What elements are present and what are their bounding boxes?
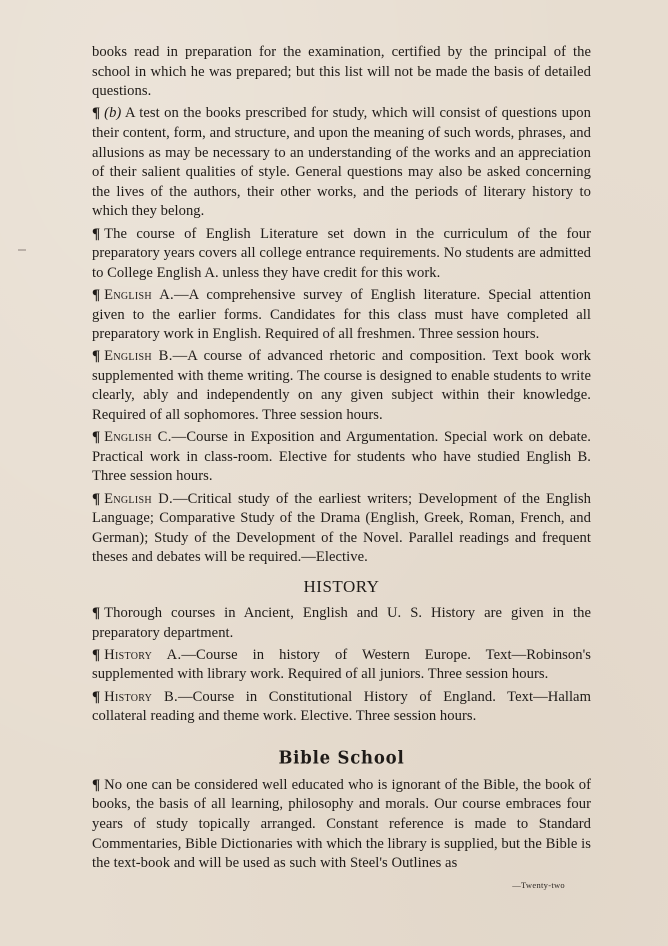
- course-title: English A.: [104, 286, 174, 303]
- paragraph-text: The course of English Literature set down in the curriculum of the four preparatory years covers all college entrance requirements. No students are admitted to College English A. unless they have credit for this work.: [92, 225, 591, 281]
- course-description: —Course in Exposition and Argumentation. Special work on debate. Practical work in class-room. Elective for students who have studied English B. Three session hours.: [92, 429, 591, 485]
- pilcrow-icon: ¶: [92, 605, 101, 621]
- pilcrow-icon: ¶: [92, 646, 101, 663]
- course-history-b: [92, 688, 591, 727]
- pilcrow-icon: ¶: [92, 348, 101, 365]
- course-english-a: [92, 286, 591, 345]
- course-history-a: [92, 646, 591, 685]
- course-english-c: [92, 428, 591, 487]
- course-description: —A comprehensive survey of English literature. Special attention given to the earlier forms. Candidates for this class must have completed all preparatory work in English. Required of all freshmen. Three session hours.: [92, 286, 591, 343]
- book-page: [92, 43, 591, 876]
- course-title: History A.: [104, 646, 182, 663]
- paragraph-bible-school: [92, 776, 591, 874]
- paragraph-history-intro: [92, 604, 591, 643]
- paragraph-text: A test on the books prescribed for study, which will consist of questions upon their content, form, and structure, and upon the meaning of such words, phrases, and allusions as may be necessary to an understanding of the works and an appreciation of their salient qualities of style. General questions may also be asked concerning the lives of the authors, their other works, and the periods of literary history to which they belong.: [92, 105, 591, 220]
- course-title: English D.: [104, 490, 174, 507]
- page-number: —Twenty-two: [512, 880, 565, 890]
- course-description: —Course in Constitutional History of England. Text—Hallam collateral reading and theme work. Elective. Three session hours.: [92, 688, 591, 725]
- course-title: English B.: [104, 348, 173, 365]
- section-heading-bible-school: Bible School: [278, 747, 405, 768]
- pilcrow-icon: ¶: [92, 429, 101, 446]
- paragraph-exam-test-b: [92, 104, 591, 222]
- course-description: —A course of advanced rhetoric and composition. Text book work supplemented with theme writing. The course is designed to enable students to write clearly, ably and independently on any given subject within their knowledge. Required of all sophomores. Three session hours.: [92, 348, 591, 424]
- pilcrow-icon: ¶: [92, 776, 101, 793]
- pilcrow-icon: ¶: [92, 286, 101, 303]
- paragraph-text: Thorough courses in Ancient, English and U. S. History are given in the preparatory department.: [92, 605, 591, 641]
- pilcrow-icon: ¶: [92, 688, 101, 705]
- course-description: —Critical study of the earliest writers; Development of the English Language; Comparative Study of the Drama (English, Greek, Roman, French, and German); Study of the Development of the Novel. Parallel readings and frequent theses and debates will be required.—Elective.: [92, 490, 591, 566]
- continued-paragraph: [92, 43, 591, 102]
- section-heading-history: HISTORY: [303, 577, 380, 596]
- paragraph-english-literature: [92, 225, 591, 284]
- pilcrow-icon: ¶: [92, 490, 101, 507]
- page-blemish: [18, 249, 26, 251]
- course-english-d: [92, 490, 591, 568]
- course-title: History B.: [104, 688, 178, 705]
- paragraph-text: No one can be considered well educated who is ignorant of the Bible, the book of books, the basis of all learning, philosophy and morals. Our course embraces four years of study topically arranged. Constant reference is made to Standard Commentaries, Bible Dictionaries with which the library is supplied, but the Bible is the text-book and will be used as such with Steel's Outlines as: [92, 776, 591, 872]
- pilcrow-icon: ¶: [92, 105, 101, 122]
- item-label: (b): [104, 105, 122, 122]
- course-description: —Course in history of Western Europe. Text—Robinson's supplemented with library work. Required of all juniors. Three session hours.: [92, 646, 591, 683]
- course-title: English C.: [104, 429, 172, 446]
- course-english-b: [92, 347, 591, 425]
- pilcrow-icon: ¶: [92, 225, 101, 242]
- paragraph-text: books read in preparation for the examination, certified by the principal of the school in which he was prepared; but this list will not be made the basis of detailed questions.: [92, 44, 591, 100]
